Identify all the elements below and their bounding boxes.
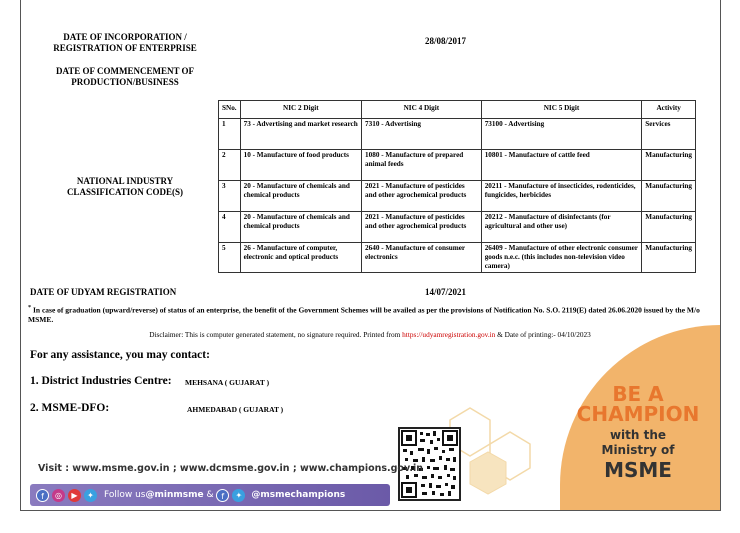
incorporation-label (30, 32, 220, 54)
cell-sno: 5 (219, 243, 241, 273)
twitter-icon[interactable]: ✦ (84, 489, 97, 502)
commencement-label (30, 66, 220, 88)
cell-nic2: 26 - Manufacture of computer, electronic and optical products (240, 243, 361, 273)
dic-label: 1. District Industries Centre: (30, 375, 172, 387)
disclaimer-suffix: & Date of printing:- 04/10/2023 (495, 330, 591, 339)
incorporation-label-line2: REGISTRATION OF ENTERPRISE (53, 43, 197, 53)
note-text: In case of graduation (upward/reverse) of status of an enterprise, the benefit of the Government Schemes will be availed as per the provisions of Notification No. S.O. 2119(E) dated 26.06.2020 issued by the M/o MSME. (28, 305, 700, 324)
incorporation-date: 28/08/2017 (425, 36, 467, 46)
cell-nic2: 20 - Manufacture of chemicals and chemical products (240, 181, 361, 212)
note-asterisk: * (28, 304, 32, 311)
twitter-icon-2[interactable]: ✦ (232, 489, 245, 502)
commencement-label-line2: PRODUCTION/BUSINESS (71, 77, 179, 87)
handle-separator: & (203, 490, 217, 500)
cell-activity: Services (642, 119, 696, 150)
udyam-registration-link[interactable]: https://udyamregistration.gov.in (402, 330, 496, 339)
table-row (219, 212, 696, 243)
cell-activity: Manufacturing (642, 181, 696, 212)
incorporation-label-line1: DATE OF INCORPORATION / (63, 32, 187, 42)
banner-with-the: with the (609, 428, 667, 442)
disclaimer (0, 330, 740, 339)
handle-msmechampions[interactable]: @msmechampions (251, 490, 346, 500)
nic-label (30, 176, 220, 198)
col-header-activity: Activity (642, 101, 696, 119)
banner-champion: CHAMPION (576, 402, 700, 426)
dfo-value: AHMEDABAD ( GUJARAT ) (187, 405, 284, 414)
visit-websites[interactable]: Visit : www.msme.gov.in ; www.dcmsme.gov.in ; www.champions.gov.in (38, 463, 424, 474)
follow-us-text: Follow us (104, 490, 146, 500)
youtube-icon[interactable]: ▶ (68, 489, 81, 502)
col-header-nic5: NIC 5 Digit (481, 101, 642, 119)
col-header-nic4: NIC 4 Digit (362, 101, 482, 119)
cell-nic4: 2021 - Manufacture of pesticides and other agrochemical products (362, 181, 482, 212)
dfo-label: 2. MSME-DFO: (30, 402, 110, 414)
table-row (219, 150, 696, 181)
cell-nic2: 20 - Manufacture of chemicals and chemical products (240, 212, 361, 243)
page-border-left (20, 0, 21, 510)
dic-value: MEHSANA ( GUJARAT ) (185, 378, 270, 387)
banner-be-a: BE A (612, 382, 664, 406)
udyam-date-label: DATE OF UDYAM REGISTRATION (30, 287, 177, 297)
commencement-label-line1: DATE OF COMMENCEMENT OF (55, 66, 195, 76)
facebook-icon-2[interactable]: f (216, 489, 229, 502)
nic-table-header (219, 101, 696, 119)
contact-heading: For any assistance, you may contact: (30, 349, 210, 361)
cell-sno: 3 (219, 181, 241, 212)
cell-nic5: 10801 - Manufacture of cattle feed (481, 150, 642, 181)
col-header-sno: SNo. (219, 101, 241, 119)
cell-sno: 1 (219, 119, 241, 150)
col-header-nic2: NIC 2 Digit (240, 101, 361, 119)
cell-nic5: 26409 - Manufacture of other electronic consumer goods n.e.c. (this includes non-television video camera) (481, 243, 642, 273)
graduation-note (28, 303, 716, 324)
cell-nic5: 20211 - Manufacture of insecticides, rodenticides, fungicides, herbicides (481, 181, 642, 212)
nic-table (218, 100, 696, 273)
nic-label-line1: NATIONAL INDUSTRY (76, 176, 174, 186)
cell-nic5: 20212 - Manufacture of disinfectants (for agricultural and other use) (481, 212, 642, 243)
facebook-icon[interactable]: f (36, 489, 49, 502)
table-row (219, 119, 696, 150)
cell-sno: 2 (219, 150, 241, 181)
udyam-date-value: 14/07/2021 (425, 287, 467, 297)
disclaimer-prefix: Disclaimer: This is computer generated statement, no signature required. Printed from (149, 330, 403, 339)
cell-nic4: 2640 - Manufacture of consumer electronics (362, 243, 482, 273)
cell-sno: 4 (219, 212, 241, 243)
social-follow-bar (30, 484, 390, 506)
handle-minmsme[interactable]: @minmsme (145, 490, 204, 500)
cell-activity: Manufacturing (642, 243, 696, 273)
instagram-icon[interactable]: ◎ (52, 489, 65, 502)
cell-nic4: 1080 - Manufacture of prepared animal feeds (362, 150, 482, 181)
cell-nic2: 10 - Manufacture of food products (240, 150, 361, 181)
banner-msme: MSME (604, 458, 672, 482)
nic-label-line2: CLASSIFICATION CODE(S) (66, 187, 184, 197)
table-row (219, 181, 696, 212)
cell-nic4: 2021 - Manufacture of pesticides and other agrochemical products (362, 212, 482, 243)
banner-ministry-of: Ministry of (601, 443, 675, 457)
cell-nic4: 7310 - Advertising (362, 119, 482, 150)
page-border-bottom (20, 510, 721, 511)
cell-nic2: 73 - Advertising and market research (240, 119, 361, 150)
cell-nic5: 73100 - Advertising (481, 119, 642, 150)
cell-activity: Manufacturing (642, 212, 696, 243)
table-row (219, 243, 696, 273)
cell-activity: Manufacturing (642, 150, 696, 181)
